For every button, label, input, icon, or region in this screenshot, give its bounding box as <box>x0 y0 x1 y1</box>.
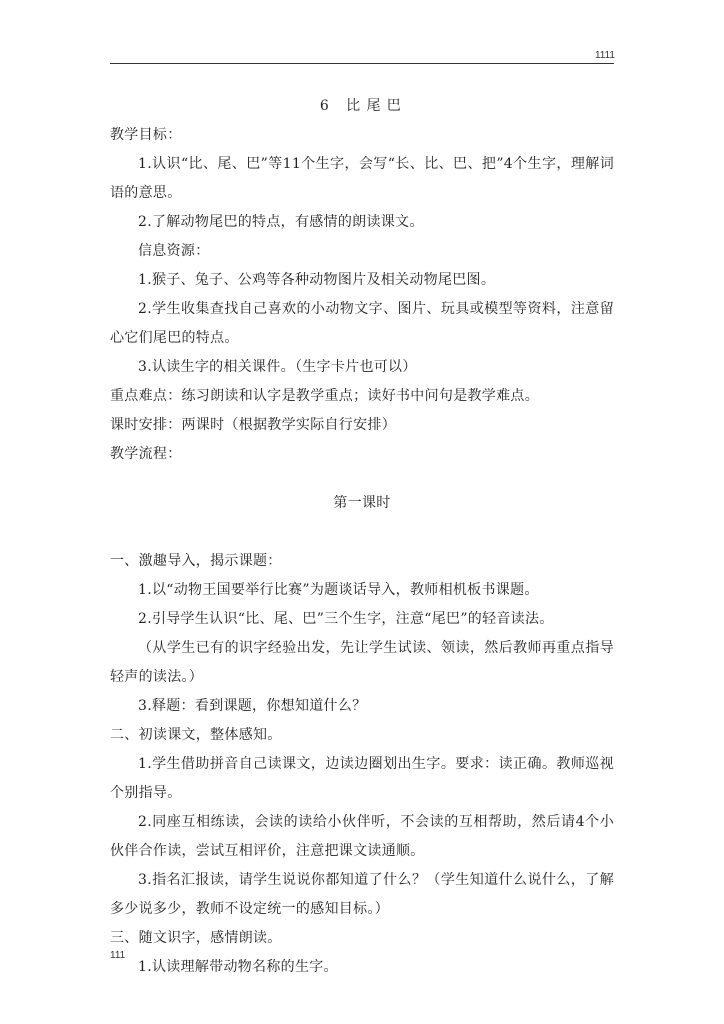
section-heading: 三、随文识字，感情朗读。 <box>110 930 282 946</box>
lesson-title <box>110 92 614 121</box>
schedule: 课时安排：两课时（根据教学实际自行安排） <box>110 417 396 433</box>
objective-item: 2.了解动物尾巴的特点，有感情的朗读课文。 <box>138 214 424 230</box>
resource-item: 3.认读生字的相关课件。（生字卡片也可以） <box>138 359 417 375</box>
section-item: 3.指名汇报读，请学生说说你都知道了什么？（学生知道什么说什么，了解多少说多少，教师不设定统一的感知目标。） <box>110 872 614 917</box>
title-char: 巴 <box>386 98 402 114</box>
section-item: 1.认读理解带动物名称的生字。 <box>138 959 338 975</box>
document-body <box>110 92 614 982</box>
section-heading: 二、初读课文，整体感知。 <box>110 727 282 743</box>
resource-item: 1.猴子、兔子、公鸡等各种动物图片及相关动物尾巴图。 <box>138 272 496 288</box>
section-item: 2.同座互相练读，会读的读给小伙伴听，不会读的互相帮助，然后请4个小伙伴合作读，尝试互相评价，注意把课文读通顺。 <box>110 814 614 859</box>
section-item: 1.学生借助拼音自己读课文，边读边圈划出生字。要求：读正确。教师巡视个别指导。 <box>110 756 614 801</box>
title-char: 比 <box>346 98 361 114</box>
objective-item: 1.认识“比、尾、巴”等11个生字，会写“长、比、巴、把”4个生字，理解词语的意思。 <box>110 156 614 201</box>
section-item: 2.引导学生认识“比、尾、巴”三个生字，注意“尾巴”的轻音读法。 <box>138 611 554 627</box>
section-heading: 一、激趣导入，揭示课题： <box>110 553 282 569</box>
section-item: 3.释题：看到课题，你想知道什么？ <box>138 698 367 714</box>
section-item: （从学生已有的识字经验出发，先让学生试读、领读，然后教师再重点指导轻声的读法。） <box>110 640 614 685</box>
title-char: 尾 <box>366 98 381 114</box>
header-divider <box>110 63 614 64</box>
flow-heading: 教学流程： <box>110 446 182 462</box>
key-points: 重点难点：练习朗读和认字是教学重点；读好书中问句是教学难点。 <box>110 388 539 404</box>
resources-heading: 信息资源： <box>138 243 210 259</box>
footer-page-number: 111 <box>110 950 126 961</box>
objectives-heading: 教学目标： <box>110 127 182 143</box>
section-item: 1.以“动物王国要举行比赛”为题谈话导入，教师相机板书课题。 <box>138 582 539 598</box>
resource-item: 2.学生收集查找自己喜欢的小动物文字、图片、玩具或模型等资料，注意留心它们尾巴的特点。 <box>110 301 614 346</box>
lesson-1-title: 第一课时 <box>333 495 391 511</box>
lesson-number: 6 <box>319 98 330 114</box>
header-page-number: 1111 <box>594 50 615 61</box>
